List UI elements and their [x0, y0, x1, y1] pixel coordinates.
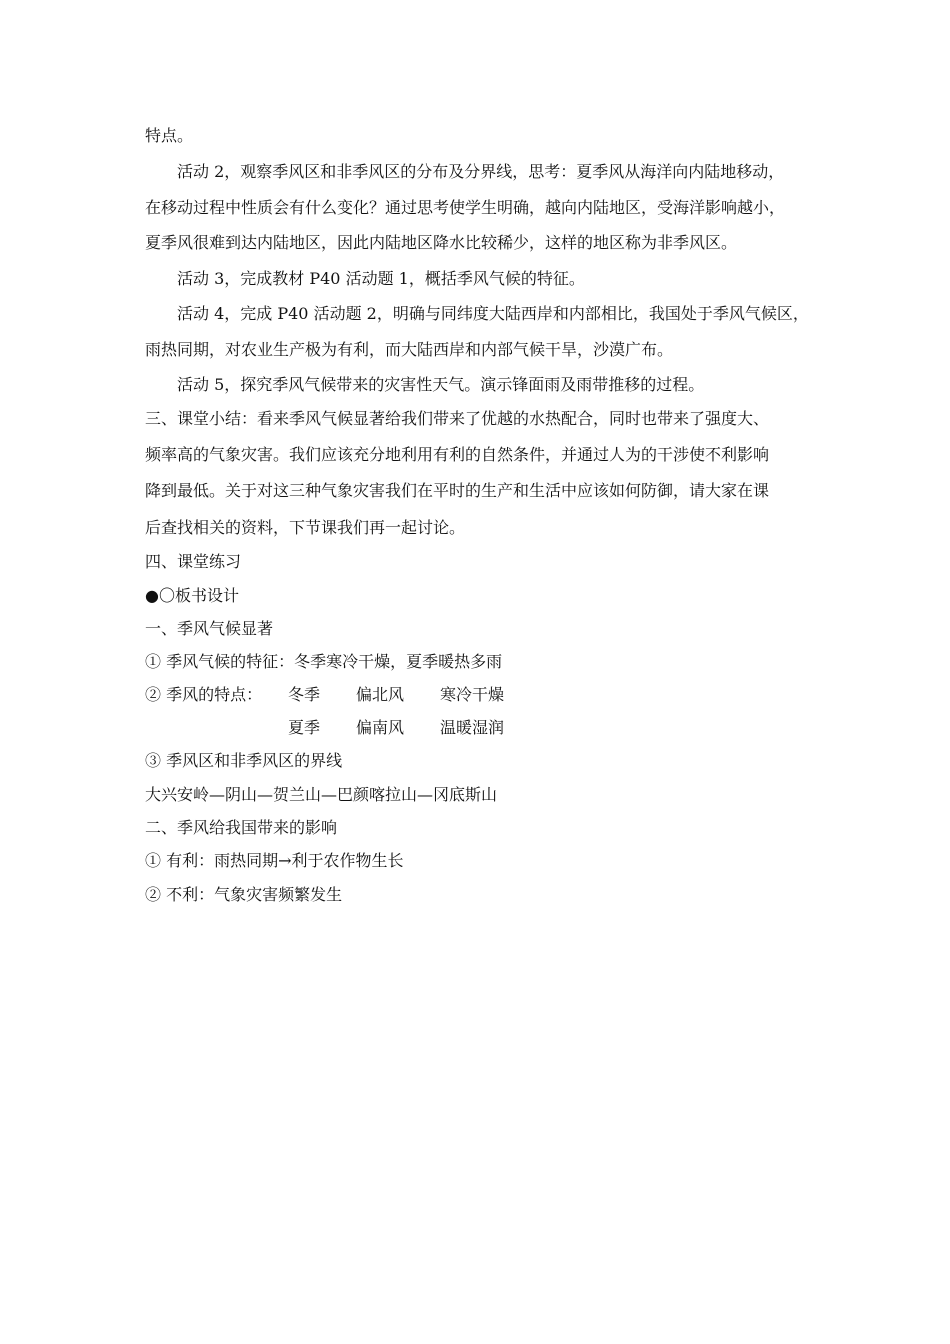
text-line: 活动 4，完成 P40 活动题 2，明确与同纬度大陆西岸和内部相比，我国处于季风气候区，	[177, 304, 809, 323]
text-line: 特点。	[145, 126, 194, 145]
text-line: 大兴安岭—阴山—贺兰山—巴颜喀拉山—冈底斯山	[145, 785, 498, 804]
list-item: ② 季风的特点：	[145, 685, 263, 704]
text-line: 降到最低。关于对这三种气象灾害我们在平时的生产和生活中应该如何防御，请大家在课	[145, 481, 770, 500]
list-item: ③ 季风区和非季风区的界线	[145, 751, 343, 770]
text-line: 在移动过程中性质会有什么变化？通过思考使学生明确，越向内陆地区，受海洋影响越小，	[145, 198, 786, 217]
table-cell: 偏北风	[356, 685, 405, 704]
text-line: 夏季风很难到达内陆地区，因此内陆地区降水比较稀少，这样的地区称为非季风区。	[145, 233, 738, 252]
section-heading: 二、季风给我国带来的影响	[145, 818, 338, 837]
table-cell: 寒冷干燥	[440, 685, 505, 704]
section-heading: ●〇板书设计	[145, 586, 239, 605]
section-heading: 一、季风气候显著	[145, 619, 274, 638]
text-line: 雨热同期，对农业生产极为有利，而大陆西岸和内部气候干旱，沙漠广布。	[145, 340, 674, 359]
section-heading: 三、课堂小结：看来季风气候显著给我们带来了优越的水热配合，同时也带来了强度大、	[145, 409, 770, 428]
table-cell: 冬季	[288, 685, 321, 704]
section-heading: 四、课堂练习	[145, 552, 242, 571]
text-line: 活动 3，完成教材 P40 活动题 1，概括季风气候的特征。	[177, 269, 585, 288]
list-item: ① 有利：雨热同期→利于农作物生长	[145, 851, 404, 870]
table-cell: 夏季	[288, 718, 321, 737]
list-item: ② 不利：气象灾害频繁发生	[145, 885, 343, 904]
table-cell: 偏南风	[356, 718, 405, 737]
text-line: 后查找相关的资料，下节课我们再一起讨论。	[145, 518, 466, 537]
list-item: ① 季风气候的特征：冬季寒冷干燥，夏季暖热多雨	[145, 652, 503, 671]
text-line: 活动 2，观察季风区和非季风区的分布及分界线，思考：夏季风从海洋向内陆地移动，	[177, 162, 785, 181]
text-line: 活动 5，探究季风气候带来的灾害性天气。演示锋面雨及雨带推移的过程。	[177, 375, 705, 394]
text-line: 频率高的气象灾害。我们应该充分地利用有利的自然条件，并通过人为的干涉使不利影响	[145, 445, 770, 464]
table-cell: 温暖湿润	[440, 718, 505, 737]
